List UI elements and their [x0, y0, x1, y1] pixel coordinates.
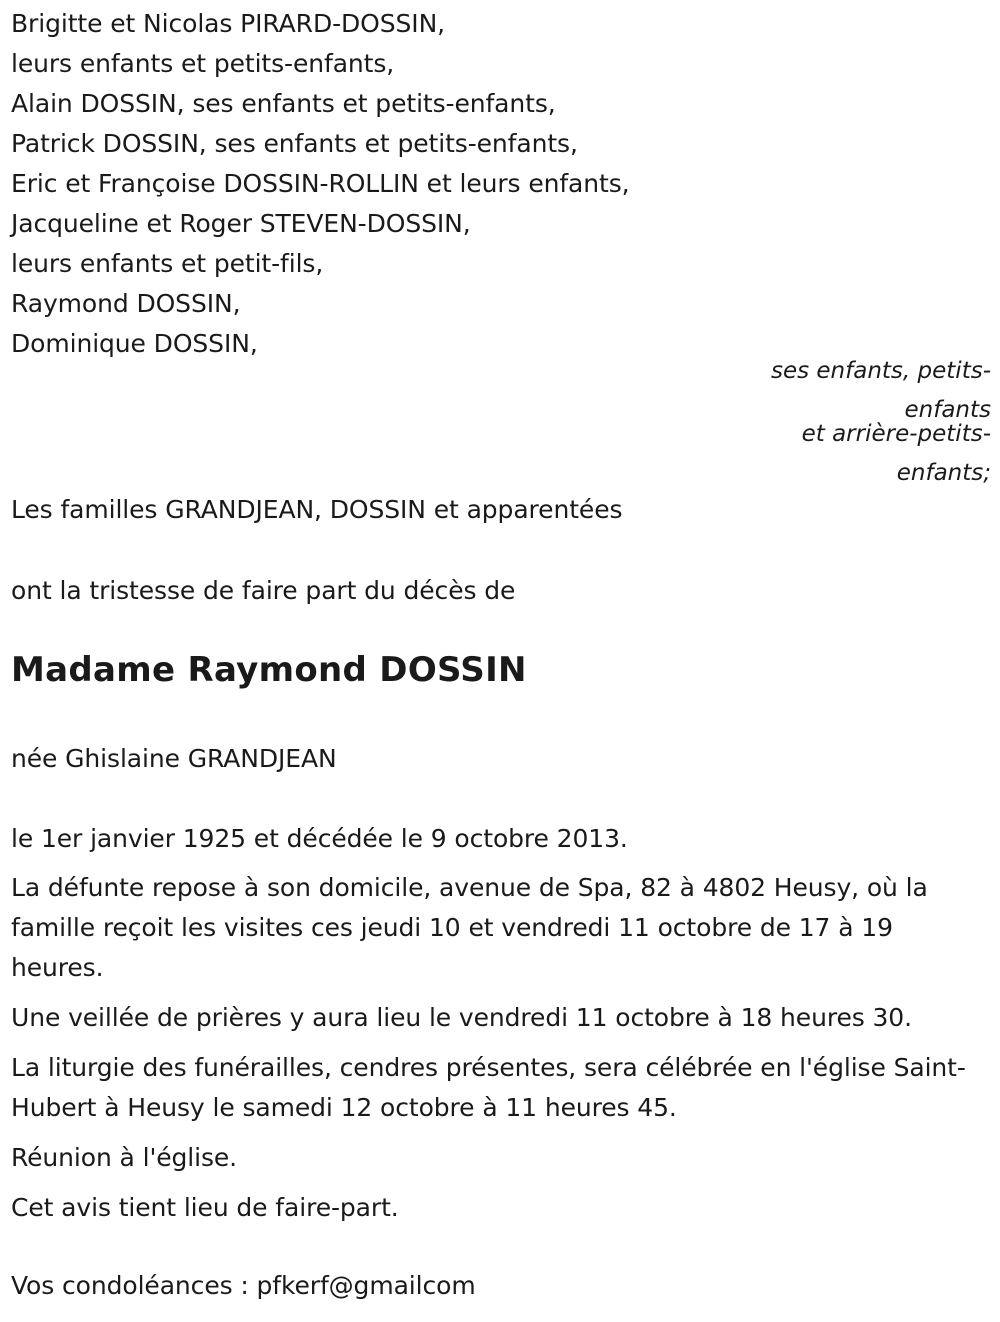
- descendants-line-1: ses enfants, petits-enfants: [770, 358, 991, 423]
- extended-families-line: Les familles GRANDJEAN, DOSSIN et apparentées: [11, 495, 623, 524]
- family-line: Dominique DOSSIN,: [11, 329, 258, 358]
- family-line: Jacqueline et Roger STEVEN-DOSSIN,: [11, 209, 471, 238]
- meeting-paragraph: Réunion à l'église.: [11, 1143, 238, 1172]
- notice-paragraph: Cet avis tient lieu de faire-part.: [11, 1193, 399, 1222]
- family-line: Patrick DOSSIN, ses enfants et petits-enfants,: [11, 129, 578, 158]
- family-list: [11, 4, 991, 364]
- family-line: leurs enfants et petits-enfants,: [11, 49, 395, 78]
- deceased-name: Madame Raymond DOSSIN: [11, 650, 527, 690]
- family-line: Brigitte et Nicolas PIRARD-DOSSIN,: [11, 9, 446, 38]
- family-line: Eric et Françoise DOSSIN-ROLLIN et leurs enfants,: [11, 169, 630, 198]
- condolences-line: Vos condoléances : pfkerf@gmailcom: [11, 1271, 476, 1300]
- dates-line: le 1er janvier 1925 et décédée le 9 octobre 2013.: [11, 824, 628, 853]
- liturgy-paragraph: La liturgie des funérailles, cendres présentes, sera célébrée en l'église Saint-Hubert à Heusy le samedi 12 octobre à 11 heures 45.: [11, 1053, 966, 1122]
- family-line: leurs enfants et petit-fils,: [11, 249, 324, 278]
- rest-paragraph: La défunte repose à son domicile, avenue de Spa, 82 à 4802 Heusy, où la famille reçoit les visites ces jeudi 10 et vendredi 11 octobre de 17 à 19 heures.: [11, 873, 928, 982]
- announcement-line: ont la tristesse de faire part du décès de: [11, 576, 516, 605]
- maiden-name: née Ghislaine GRANDJEAN: [11, 744, 337, 773]
- family-line: Raymond DOSSIN,: [11, 289, 241, 318]
- family-line: Alain DOSSIN, ses enfants et petits-enfants,: [11, 89, 556, 118]
- vigil-paragraph: Une veillée de prières y aura lieu le vendredi 11 octobre à 18 heures 30.: [11, 1003, 912, 1032]
- descendants-line-2: et arrière-petits-enfants;: [801, 421, 991, 486]
